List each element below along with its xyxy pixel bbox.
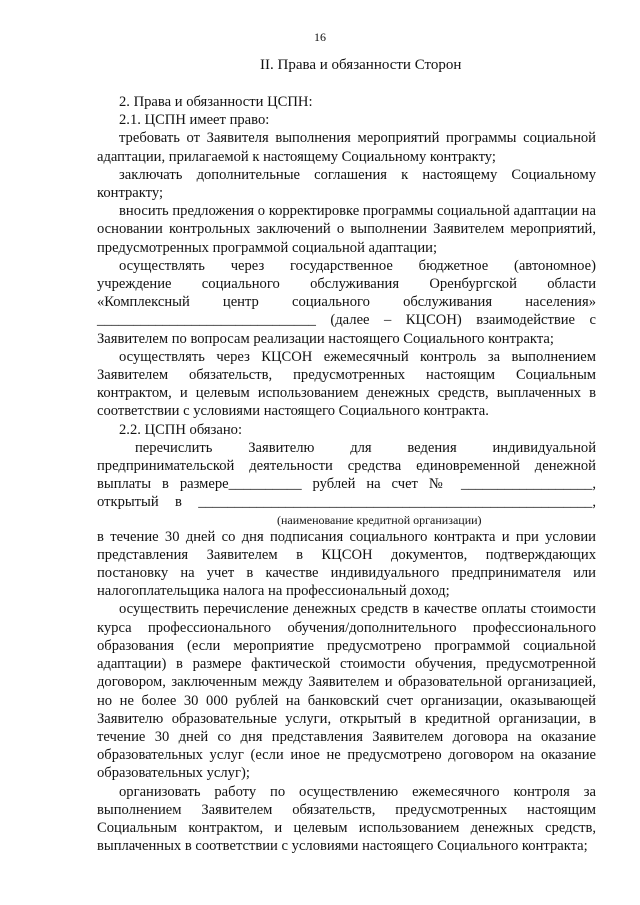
right-require: требовать от Заявителя выполнения мероприятий программы социальной адаптации, прилагаемой к настоящему Социальному контракту;: [97, 130, 596, 165]
duty-transfer-line-4: открытый в ______________________________________________________,: [97, 494, 596, 511]
duty-transfer-line-2: предпринимательской деятельности средства единовременной денежной: [97, 458, 596, 475]
duty-transfer-line-3: выплаты в размере__________ рублей на счет № __________________,: [97, 476, 596, 493]
right-interaction-line-1: осуществлять через государственное бюджетное (автономное): [119, 257, 596, 274]
page-number: 16: [314, 30, 326, 44]
bank-name-caption: (наименование кредитной организации): [277, 512, 482, 527]
duty-transfer-rest: в течение 30 дней со дня подписания социального контракта и при условии представления Заявителем в КЦСОН документов, подтверждающих постановку на учет в качестве индивидуального предпринимателя или налогоплательщика налога на профессиональный доход;: [97, 528, 596, 600]
right-interaction: [97, 257, 596, 348]
duty-education-payment: осуществить перечисление денежных средств в качестве оплаты стоимости курса профессионального обучения/дополнительного профессионального образования (если мероприятие предусмотрено программой социальной адаптации) в размере фактической стоимости обучения, предусмотренной договором, заключенным между Заявителем и образовательной организацией, но не более 30 000 рублей на банковский счет организации, оказывающей Заявителю образовательные услуги, открытый в кредитной организации, в течение 30 дней со дня представления Заявителем договора на оказание образовательных услуг (если иное не предусмотрено договором на оказание образовательных услуг);: [97, 601, 596, 782]
right-interaction-line-2: учреждение социального обслуживания Оренбургской области: [97, 276, 596, 293]
right-interaction-line-4: ______________________________ (далее – КЦСОН) взаимодействие с: [97, 312, 596, 329]
section-title: II. Права и обязанности Сторон: [260, 57, 462, 73]
clause-2-1: 2.1. ЦСПН имеет право:: [119, 112, 270, 129]
document-body: [97, 93, 596, 855]
duty-transfer-line-1: перечислить Заявителю для ведения индивидуальной: [135, 439, 596, 456]
right-interaction-line-3: «Комплексный центр социального обслуживания населения»: [97, 294, 596, 311]
duty-transfer: [97, 439, 596, 601]
right-monitoring: осуществлять через КЦСОН ежемесячный контроль за выполнением Заявителем обязательств, предусмотренных настоящим Социальным контрактом, и целевым использованием денежных средств, выплаченных в соответствии с условиями настоящего Социального контракта.: [97, 348, 596, 420]
right-proposals: вносить предложения о корректировке программы социальной адаптации на основании контрольных заключений о выполнении Заявителем мероприятий, предусмотренных программой социальной адаптации;: [97, 203, 596, 256]
clause-2-2: 2.2. ЦСПН обязано:: [119, 421, 243, 438]
clause-2-title: 2. Права и обязанности ЦСПН:: [119, 94, 313, 110]
right-interaction-line-5: Заявителем по вопросам реализации настоящего Социального контракта;: [97, 330, 554, 347]
right-agreements: заключать дополнительные соглашения к настоящему Социальному контракту;: [97, 166, 596, 202]
duty-monthly-control: организовать работу по осуществлению ежемесячного контроля за выполнением Заявителем обязательств, предусмотренных настоящим Социальным контрактом, и целевым использованием денежных средств, выплаченных в соответствии с условиями настоящего Социального контракта;: [97, 783, 596, 855]
